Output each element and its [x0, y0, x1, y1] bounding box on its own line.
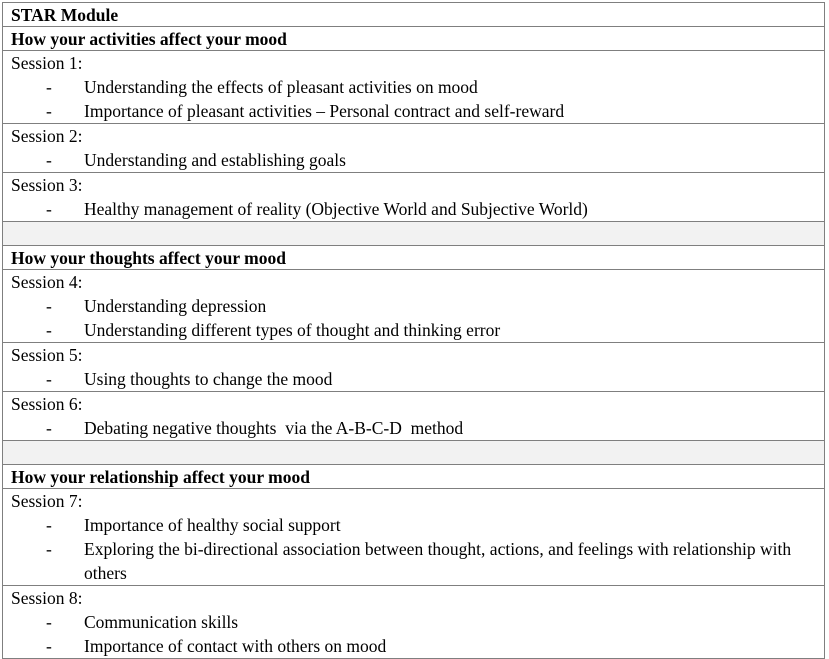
session-label: Session 5: [11, 345, 83, 365]
list-item-text: Healthy management of reality (Objective World and Subjective World) [84, 199, 588, 219]
list-item [11, 75, 824, 99]
list-item [11, 634, 824, 658]
list-item [11, 610, 824, 634]
bullet-dash: - [46, 101, 52, 121]
session-label: Session 3: [11, 175, 83, 195]
bullet-dash: - [46, 77, 52, 97]
list-item [11, 99, 824, 123]
bullet-dash: - [46, 369, 52, 389]
session-2 [3, 124, 824, 173]
session-3 [3, 173, 824, 222]
bullet-dash: - [46, 296, 52, 316]
list-item [11, 197, 824, 221]
list-item-text: Communication skills [84, 612, 239, 632]
section-spacer [3, 441, 824, 465]
list-item-text: Exploring the bi-directional association between thought, actions, and feelings with relationship with others [84, 539, 792, 583]
section-spacer [3, 222, 824, 246]
list-item-text: Debating negative thoughts via the A-B-C-D method [84, 418, 464, 438]
list-item [11, 537, 824, 585]
session-8 [3, 586, 824, 658]
list-item [11, 294, 824, 318]
session-6 [3, 392, 824, 441]
list-item-text: Importance of healthy social support [84, 515, 341, 535]
list-item [11, 367, 824, 391]
session-label: Session 2: [11, 126, 83, 146]
star-module-table [2, 2, 825, 659]
list-item-text: Understanding different types of thought and thinking error [84, 320, 501, 340]
list-item-text: Understanding depression [84, 296, 267, 316]
bullet-dash: - [46, 539, 52, 559]
list-item-text: Understanding and establishing goals [84, 150, 346, 170]
session-5 [3, 343, 824, 392]
section-heading-relationship: How your relationship affect your mood [3, 465, 824, 489]
session-label: Session 1: [11, 53, 83, 73]
list-item [11, 416, 824, 440]
list-item [11, 318, 824, 342]
bullet-dash: - [46, 150, 52, 170]
bullet-dash: - [46, 515, 52, 535]
list-item-text: Importance of pleasant activities – Personal contract and self-reward [84, 101, 565, 121]
section-heading-thoughts: How your thoughts affect your mood [3, 246, 824, 270]
session-label: Session 4: [11, 272, 83, 292]
list-item-text: Using thoughts to change the mood [84, 369, 333, 389]
session-1 [3, 51, 824, 124]
bullet-dash: - [46, 612, 52, 632]
bullet-dash: - [46, 199, 52, 219]
list-item-text: Understanding the effects of pleasant activities on mood [84, 77, 478, 97]
session-label: Session 8: [11, 588, 83, 608]
session-label: Session 7: [11, 491, 83, 511]
session-label: Session 6: [11, 394, 83, 414]
list-item [11, 513, 824, 537]
table-title: STAR Module [3, 3, 824, 27]
section-heading-activities: How your activities affect your mood [3, 27, 824, 51]
list-item [11, 148, 824, 172]
list-item-text: Importance of contact with others on mood [84, 636, 387, 656]
session-4 [3, 270, 824, 343]
bullet-dash: - [46, 418, 52, 438]
session-7 [3, 489, 824, 586]
bullet-dash: - [46, 320, 52, 340]
bullet-dash: - [46, 636, 52, 656]
